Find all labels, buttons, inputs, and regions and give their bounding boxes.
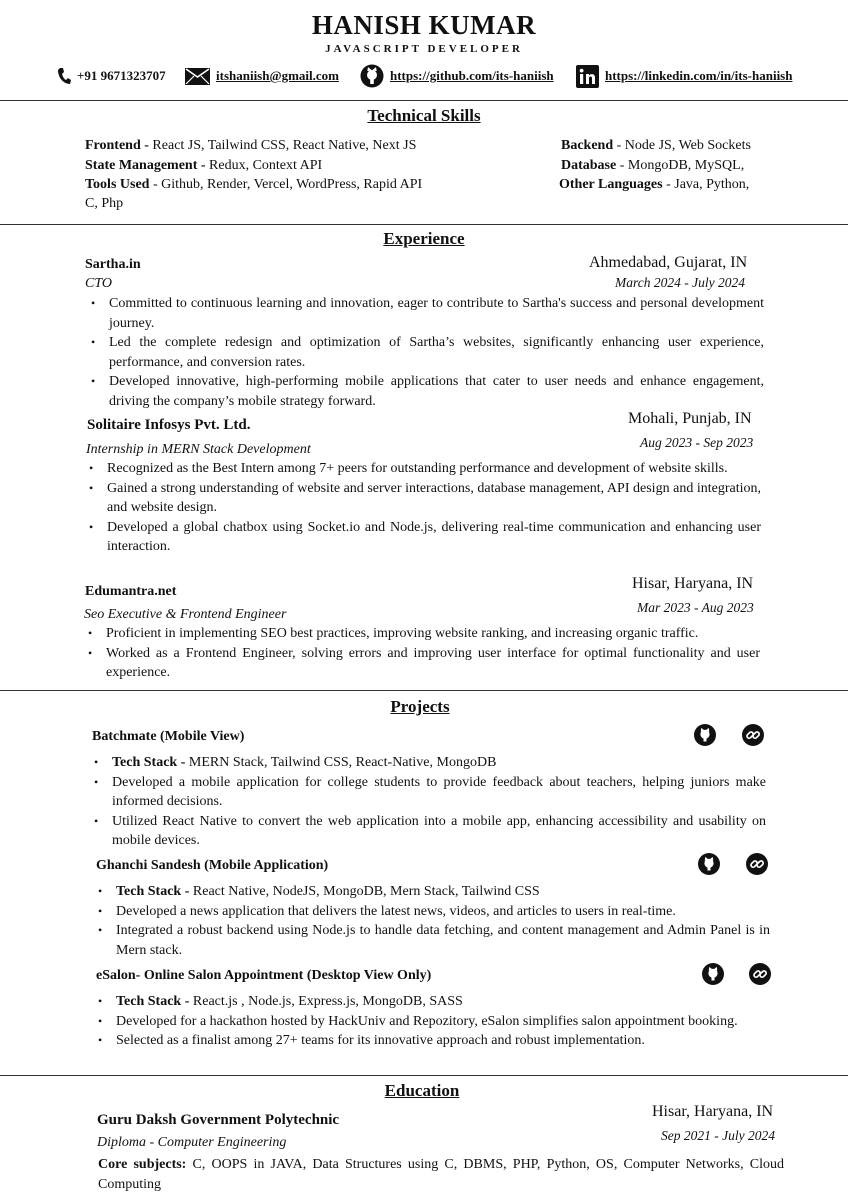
job-location: Mohali, Punjab, IN: [628, 410, 752, 427]
list-item: • Gained a strong understanding of website and server interactions, database management, API design and integration, and website design.: [83, 479, 761, 518]
linkedin-link[interactable]: https://linkedin.com/in/its-haniish: [605, 68, 793, 83]
label: Frontend -: [85, 138, 153, 153]
value: - Java, Python,: [662, 177, 750, 192]
job-dates: Mar 2023 - Aug 2023: [637, 600, 754, 615]
job-company: Sartha.in: [85, 257, 141, 272]
job-company: Edumantra.net: [85, 584, 177, 599]
skills-frontend: [85, 136, 416, 156]
edu-dates: Sep 2021 - July 2024: [661, 1128, 775, 1143]
tech-label: Tech Stack -: [116, 994, 193, 1009]
job-dates: March 2024 - July 2024: [615, 275, 745, 290]
skills-tools: [85, 175, 422, 195]
job-bullets: [85, 294, 764, 411]
skills-heading: Technical Skills: [367, 106, 481, 125]
github-icon[interactable]: [694, 724, 716, 746]
value: - Node JS, Web Sockets: [613, 138, 751, 153]
projects-heading: Projects: [390, 697, 450, 716]
value: C, OOPS in JAVA, Data Structures using C, DBMS, PHP, Python, OS, Computer Networks, Cloud Computing: [98, 1157, 784, 1192]
divider: [0, 100, 848, 101]
list-item: • Developed a mobile application for college students to provide feedback about teachers, helping juniors make informed decisions.: [88, 773, 766, 812]
tech-label: Tech Stack -: [112, 755, 189, 770]
tech-value: React Native, NodeJS, MongoDB, Mern Stack, Tailwind CSS: [192, 884, 540, 899]
experience-heading: Experience: [383, 229, 465, 248]
value: - MongoDB, MySQL,: [616, 158, 745, 173]
label: Core subjects:: [98, 1157, 187, 1172]
project-bullets: [92, 882, 770, 960]
skills-tools-cont: C, Php: [85, 196, 124, 211]
edu-school: Guru Daksh Government Polytechnic: [97, 1112, 340, 1128]
job-role: Internship in MERN Stack Development: [86, 442, 311, 457]
skills-state: [85, 156, 322, 176]
contact-linkedin[interactable]: [576, 66, 792, 86]
list-item: [92, 882, 770, 902]
value: - Github, Render, Vercel, WordPress, Rapid API: [149, 177, 423, 192]
list-item: • Developed for a hackathon hosted by HackUniv and Repozitory, eSalon simplifies salon appointment booking.: [92, 1012, 770, 1032]
job-location: Ahmedabad, Gujarat, IN: [589, 254, 748, 271]
job-bullets: [82, 624, 760, 683]
project-name: eSalon- Online Salon Appointment (Desktop View Only): [96, 968, 432, 983]
contact-github[interactable]: [360, 66, 554, 86]
job-location: Hisar, Haryana, IN: [632, 575, 754, 592]
label: Tools Used: [85, 177, 150, 192]
list-item: • Utilized React Native to convert the web application into a mobile app, enhancing accessibility and usability on mobile devices.: [88, 812, 766, 851]
link-icon[interactable]: [742, 724, 764, 746]
label: Database: [561, 158, 617, 173]
phone-icon: [57, 67, 71, 85]
tech-label: Tech Stack -: [116, 884, 193, 899]
contact-email[interactable]: [185, 66, 339, 86]
contact-phone: [57, 66, 166, 86]
skills-database: [561, 156, 744, 176]
divider: [0, 1075, 848, 1076]
divider: [0, 224, 848, 225]
email-link[interactable]: itshaniish@gmail.com: [216, 68, 339, 83]
github-icon: [360, 64, 384, 88]
list-item: [88, 753, 766, 773]
candidate-name: HANISH KUMAR: [311, 10, 537, 40]
list-item: • Proficient in implementing SEO best practices, improving website ranking, and increasing organic traffic.: [82, 624, 760, 644]
list-item: • Recognized as the Best Intern among 7+ peers for outstanding performance and development of website skills.: [83, 459, 761, 479]
job-bullets: [83, 459, 761, 557]
list-item: • Integrated a robust backend using Node.js to handle data fetching, and content management and Admin Panel is in Mern stack.: [92, 921, 770, 960]
edu-core-subjects: [98, 1155, 784, 1194]
value: React JS, Tailwind CSS, React Native, Next JS: [152, 138, 417, 153]
list-item: • Developed a global chatbox using Socket.io and Node.js, delivering real-time communication and enhancing user interaction.: [83, 518, 761, 557]
linkedin-icon: [576, 65, 599, 88]
candidate-role: JAVASCRIPT DEVELOPER: [325, 43, 523, 55]
list-item: • Developed a news application that delivers the latest news, videos, and articles to users in real-time.: [92, 902, 770, 922]
list-item: • Led the complete redesign and optimization of Sartha’s websites, significantly enhancing user experience, performance, and conversion rates.: [85, 333, 764, 372]
mail-icon: [185, 68, 210, 85]
skills-other: [559, 175, 749, 195]
label: State Management -: [85, 158, 210, 173]
project-name: Batchmate (Mobile View): [92, 729, 245, 744]
github-icon[interactable]: [702, 963, 724, 985]
github-link[interactable]: https://github.com/its-haniish: [390, 68, 554, 83]
github-icon[interactable]: [698, 853, 720, 875]
list-item: • Selected as a finalist among 27+ teams for its innovative approach and robust implementation.: [92, 1031, 770, 1051]
job-role: Seo Executive & Frontend Engineer: [84, 607, 287, 622]
job-company: Solitaire Infosys Pvt. Ltd.: [87, 417, 251, 433]
value: Redux, Context API: [209, 158, 323, 173]
skills-backend: [561, 136, 751, 156]
list-item: • Committed to continuous learning and innovation, eager to contribute to Sartha's success and personal development journey.: [85, 294, 764, 333]
project-bullets: [88, 753, 766, 851]
education-heading: Education: [384, 1081, 460, 1100]
list-item: • Worked as a Frontend Engineer, solving errors and improving user interface for optimal functionality and user experience.: [82, 644, 760, 683]
link-icon[interactable]: [746, 853, 768, 875]
link-icon[interactable]: [749, 963, 771, 985]
project-bullets: [92, 992, 770, 1051]
tech-value: MERN Stack, Tailwind CSS, React-Native, MongoDB: [188, 755, 497, 770]
list-item: • Developed innovative, high-performing mobile applications that cater to user needs and enhance engagement, driving the company’s mobile strategy forward.: [85, 372, 764, 411]
job-dates: Aug 2023 - Sep 2023: [640, 435, 754, 450]
project-name: Ghanchi Sandesh (Mobile Application): [96, 858, 329, 873]
list-item: [92, 992, 770, 1012]
divider: [0, 690, 848, 691]
label: Other Languages: [559, 177, 663, 192]
label: Backend: [561, 138, 614, 153]
edu-degree: Diploma - Computer Engineering: [97, 1135, 287, 1150]
phone-text: +91 9671323707: [77, 68, 166, 83]
job-role: CTO: [85, 276, 112, 291]
tech-value: React.js , Node.js, Express.js, MongoDB, SASS: [192, 994, 463, 1009]
edu-location: Hisar, Haryana, IN: [652, 1103, 774, 1120]
